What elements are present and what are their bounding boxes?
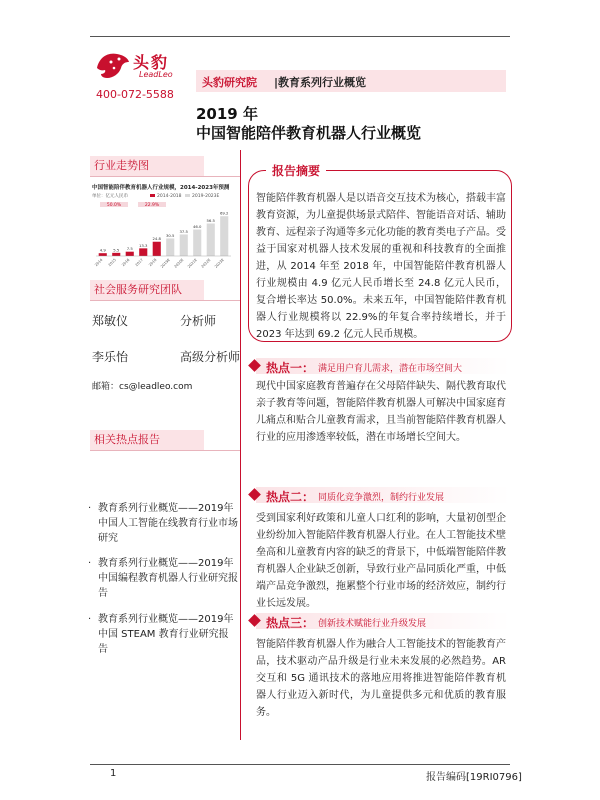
reports-heading: 相关热点报告 xyxy=(90,430,204,450)
legend-swatch-hist xyxy=(150,194,155,197)
member-role: 分析师 xyxy=(180,314,217,328)
chart-title: 中国智能陪伴教育机器人行业规模，2014-2023年预测 xyxy=(92,185,230,191)
trend-chart-svg xyxy=(90,180,235,275)
chart-bar xyxy=(99,253,107,256)
chart-value-label: 30.5 xyxy=(166,232,175,238)
chart-bar xyxy=(112,253,120,256)
report-year: 2019 年 xyxy=(196,105,258,123)
chart-bar xyxy=(193,230,201,256)
chart-bar xyxy=(166,238,174,256)
institute-name: 头豹研究院 xyxy=(202,76,257,89)
chart-value-label: 5.5 xyxy=(113,247,120,253)
related-report-title[interactable]: 教育系列行业概览——2019年中国编程教育机器人行业研究报告 xyxy=(98,558,238,599)
trend-heading: 行业走势图 xyxy=(90,156,204,176)
chart-bar xyxy=(180,234,188,256)
related-report-title[interactable]: 教育系列行业概览——2019年中国 STEAM 教育行业研究报告 xyxy=(98,614,234,655)
chart-bar xyxy=(126,252,134,256)
hotspot-title: 热点一： xyxy=(266,361,315,375)
hotspot-header-1 xyxy=(248,357,510,375)
chart-value-label: 4.9 xyxy=(99,247,106,253)
legend-swatch-forecast xyxy=(185,194,190,197)
leopard-logo-icon xyxy=(95,48,131,82)
chart-bar xyxy=(207,224,215,256)
hotspot-subtitle: 创新技术赋能行业升级发展 xyxy=(318,619,427,629)
chart-bar xyxy=(220,216,228,256)
brand-name: 头豹 xyxy=(133,53,170,72)
chart-value-label: 56.5 xyxy=(206,218,215,224)
hotspot-text: 受到国家利好政策和儿童人口红利的影响，大量初创型企业纷纷加入智能陪伴教育机器人行业。在人工智能技术壁垒高和儿童教育内容的缺乏的背景下，中低端智能陪伴教育机器人企业缺乏创新，导致行业产品同质化严重，中低端产品竞争激烈，拖累整个行业市场的经济效应，制约行业长远发展。 xyxy=(256,513,506,609)
bullet-icon: · xyxy=(88,503,92,514)
reports-heading-rule xyxy=(90,450,240,451)
legend-label-hist: 2014-2018 xyxy=(157,194,182,199)
chart-value-label: 46.0 xyxy=(193,224,202,230)
series-name: |教育系列行业概览 xyxy=(274,76,367,89)
chart-tick-label: 2015 xyxy=(107,257,117,268)
hotspot-header-2 xyxy=(248,486,510,504)
member-name: 郑敏仪 xyxy=(92,314,129,328)
brand-logo xyxy=(95,48,185,84)
report-code: 报告编码[19RI0796] xyxy=(426,772,522,783)
top-rule xyxy=(90,36,510,37)
brand-sub: LeadLeo xyxy=(139,70,173,79)
cagr-hist-label: 50.0% xyxy=(106,203,122,208)
chart-value-label: 7.5 xyxy=(126,246,133,252)
chart-tick-label: 2020E xyxy=(173,257,185,269)
report-title: 中国智能陪伴教育机器人行业概览 xyxy=(196,124,422,142)
member-role: 高级分析师 xyxy=(180,350,241,364)
chart-tick-label: 2019E xyxy=(160,257,171,269)
hotspot-text: 智能陪伴教育机器人作为融合人工智能技术的智能教育产品，技术驱动产品升级是行业未来发展的必然趋势。AR 交互和 5G 通讯技术的落地应用将推进智能陪伴教育机器人行业迈入新时代，为儿童提供多元和优质的教育服务。 xyxy=(256,639,506,718)
contact-email: 邮箱：cs@leadleo.com xyxy=(92,382,193,392)
phone-number: 400-072-5588 xyxy=(96,88,174,101)
chart-ylabel: 单位：亿元人民币 xyxy=(92,194,128,199)
chart-value-label: 13.3 xyxy=(139,242,148,248)
chart-tick-label: 2021E xyxy=(187,257,198,269)
member-name: 李乐怡 xyxy=(92,350,129,364)
hotspot-subtitle: 满足用户育儿需求，潜在市场空间大 xyxy=(318,364,463,374)
hotspot-text: 现代中国家庭教育普遍存在父母陪伴缺失、隔代教育取代亲子教育等问题，智能陪伴教育机器人可解决中国家庭育儿痛点和贴合儿童教育需求，且当前智能陪伴教育机器人行业的应用渗透率较低，潜在市场增长空间大。 xyxy=(256,381,506,443)
chart-value-label: 24.8 xyxy=(152,236,161,242)
bullet-icon: · xyxy=(88,558,92,569)
related-report-title[interactable]: 教育系列行业概览——2019年中国人工智能在线教育行业市场研究 xyxy=(98,503,238,544)
summary-label: 报告摘要 xyxy=(266,162,326,179)
chart-value-label: 69.2 xyxy=(220,210,229,216)
chart-tick-label: 2017 xyxy=(134,257,144,268)
team-heading-rule xyxy=(90,300,240,301)
chart-tick-label: 2018 xyxy=(148,257,158,268)
chart-bar xyxy=(153,242,161,256)
chart-value-label: 37.5 xyxy=(179,228,188,234)
legend-label-forecast: 2019-2023E xyxy=(192,194,220,199)
chart-tick-label: 2016 xyxy=(121,257,131,268)
hotspot-header-3 xyxy=(248,612,510,630)
summary-text: 智能陪伴教育机器人是以语音交互技术为核心，搭载丰富教育资源，为儿童提供场景式陪伴、智能语音对话、辅助教育、远程亲子沟通等多元化功能的教育类电子产品。受益于国家对机器人技术发展的重视和科技教育的全面推进，从 2014 年至 2018 年，中国智能陪伴教育机器人行业规模由 4.9 亿元人民币增长至 24.8 亿元人民币，复合增长率达 50.0%。未来五年，中国智能陪伴教育机器人行业规模将以 22.9%的年复合率持续增长，并于 2023 年达到 69.2 亿元人民币规模。 xyxy=(256,193,506,340)
cagr-forecast-label: 22.9% xyxy=(144,203,160,208)
bullet-icon: · xyxy=(88,614,92,625)
chart-tick-label: 2014 xyxy=(94,257,104,268)
trend-chart xyxy=(90,180,235,275)
chart-tick-label: 2022E xyxy=(200,257,212,269)
chart-tick-label: 2023E xyxy=(214,257,225,269)
team-heading: 社会服务研究团队 xyxy=(90,280,204,300)
trend-heading-rule xyxy=(90,176,240,177)
series-banner xyxy=(196,70,506,92)
hotspot-subtitle: 同质化竞争激烈，制约行业发展 xyxy=(318,493,445,503)
hotspot-title: 热点二： xyxy=(266,490,315,504)
footer-rule xyxy=(90,764,510,765)
page-number: 1 xyxy=(110,768,117,779)
column-divider xyxy=(240,150,241,740)
hotspot-title: 热点三： xyxy=(266,616,315,630)
chart-bar xyxy=(139,248,147,256)
